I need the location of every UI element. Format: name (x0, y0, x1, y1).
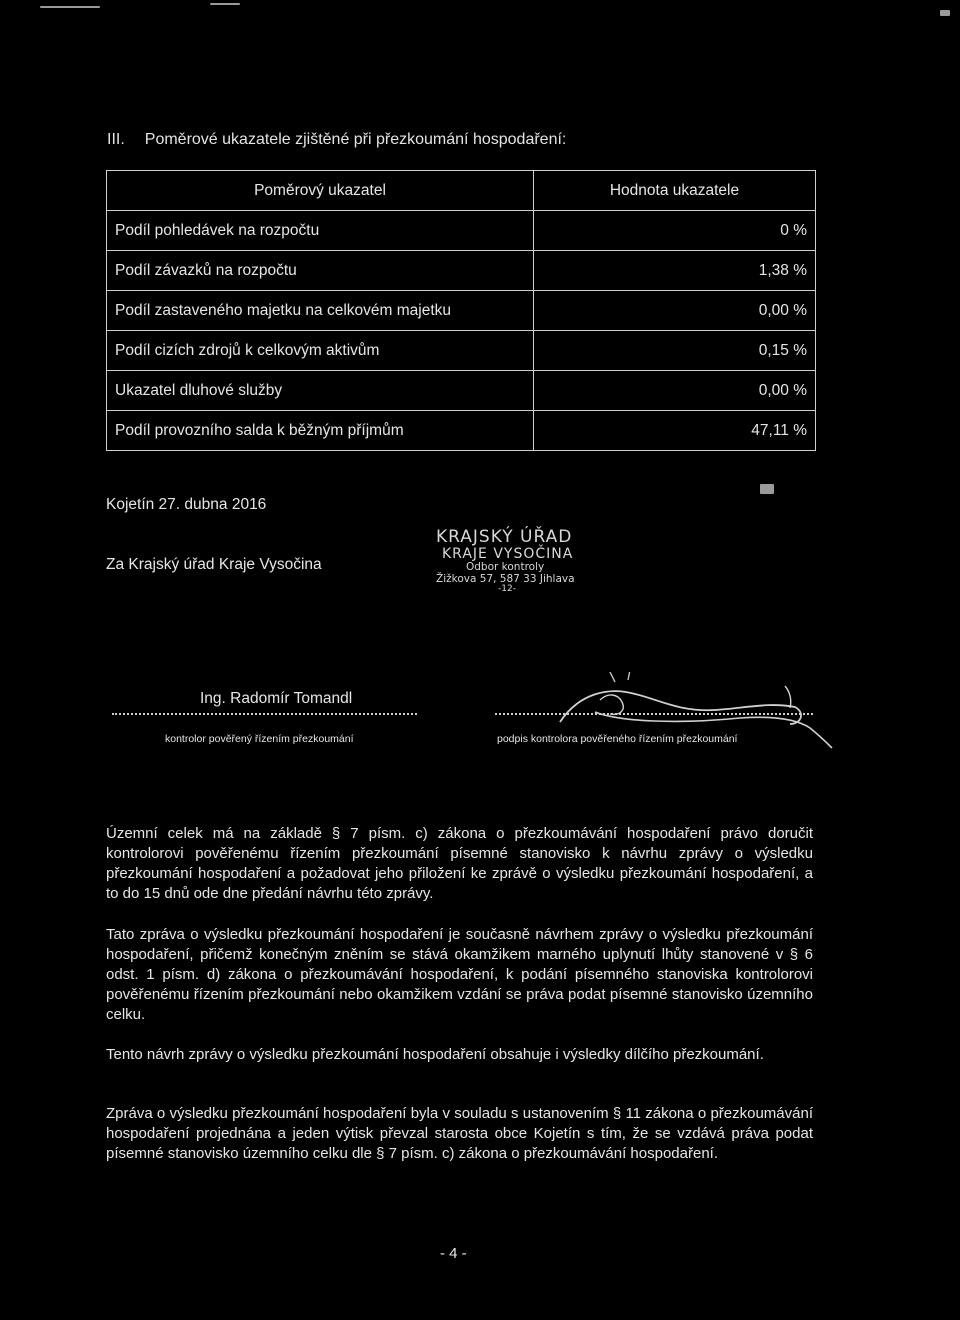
indicator-label: Podíl provozního salda k běžným příjmům (107, 411, 534, 451)
indicator-value: 0,15 % (534, 331, 816, 371)
signatory-caption: kontrolor pověřený řízením přezkoumání (165, 733, 354, 745)
section-title: Poměrové ukazatele zjištěné při přezkoumání hospodaření: (144, 131, 567, 148)
paragraph-final-wording: Tato zpráva o výsledku přezkoumání hospodaření je současně návrhem zprávy o výsledku přezkoumání hospodaření, přičemž konečným zněním se stává okamžikem marného uplynutí lhůty stanovené v § 6 odst. 1 písm. d) zákona o přezkoumávání hospodaření, k podání písemného stanoviska kontrolorovi pověřenému řízením přezkoumání nebo okamžikem vzdání se práva podat písemné stanovisko územního celku. (106, 926, 813, 1023)
indicator-value: 0 % (534, 211, 816, 251)
scan-speck (210, 3, 240, 5)
column-header-value: Hodnota ukazatele (534, 171, 816, 211)
indicator-label: Podíl závazků na rozpočtu (107, 251, 534, 291)
table-row (107, 251, 816, 291)
stamp-line: Žižkova 57, 587 33 Jihlava (436, 572, 575, 585)
indicator-value: 0,00 % (534, 371, 816, 411)
signature-line-left (112, 713, 417, 715)
page-number: - 4 - (440, 1245, 467, 1262)
indicator-label: Podíl pohledávek na rozpočtu (107, 211, 534, 251)
issuing-office: Za Krajský úřad Kraje Vysočina (106, 556, 322, 573)
paragraph-discussion: Zpráva o výsledku přezkoumání hospodaření byla v souladu s ustanovením § 11 zákona o přezkoumávání hospodaření projednána a jeden výtisk převzal starosta obce Kojetín s tím, že se vzdává práva podat písemné stanovisko územního celku dle § 7 písm. c) zákona o přezkoumávání hospodaření. (106, 1105, 813, 1162)
place-and-date: Kojetín 27. dubna 2016 (106, 496, 267, 513)
table-row (107, 291, 816, 331)
table-header-row (107, 171, 816, 211)
section-heading (107, 131, 566, 149)
indicator-label: Podíl cizích zdrojů k celkovým aktivům (107, 331, 534, 371)
table-row (107, 411, 816, 451)
indicator-value: 1,38 % (534, 251, 816, 291)
paragraph-partial-results: Tento návrh zprávy o výsledku přezkoumání hospodaření obsahuje i výsledky dílčího přezkoumání. (106, 1046, 764, 1063)
section-number: III. (107, 131, 125, 148)
office-stamp (436, 528, 636, 595)
scan-speck (940, 10, 950, 16)
indicator-label: Ukazatel dluhové služby (107, 371, 534, 411)
ratio-indicators-table (106, 170, 816, 451)
indicator-value: 47,11 % (534, 411, 816, 451)
stamp-line: KRAJSKÝ ÚŘAD (436, 527, 573, 547)
scan-speck (760, 484, 774, 494)
table-row (107, 331, 816, 371)
table-row (107, 211, 816, 251)
table-row (107, 371, 816, 411)
indicator-value: 0,00 % (534, 291, 816, 331)
stamp-line: Odbor kontroly (466, 561, 545, 574)
stamp-line: KRAJE VYSOČINA (442, 545, 574, 562)
paragraph-right-to-statement: Územní celek má na základě § 7 písm. c) zákona o přezkoumávání hospodaření právo doručit kontrolorovi pověřenému řízením přezkoumání písemné stanovisko k návrhu zprávy o výsledku přezkoumání hospodaření a požadovat jeho přiložení ke zprávě o výsledku přezkoumání hospodaření, a to do 15 dnů ode dne předání návrhu této zprávy. (106, 825, 813, 902)
stamp-line: -12- (498, 584, 516, 595)
signature-caption: podpis kontrolora pověřeného řízením přezkoumání (497, 733, 738, 745)
handwritten-signature (540, 672, 840, 752)
scan-speck (40, 6, 100, 8)
column-header-indicator: Poměrový ukazatel (107, 171, 534, 211)
indicator-label: Podíl zastaveného majetku na celkovém majetku (107, 291, 534, 331)
signatory-name: Ing. Radomír Tomandl (200, 690, 353, 707)
